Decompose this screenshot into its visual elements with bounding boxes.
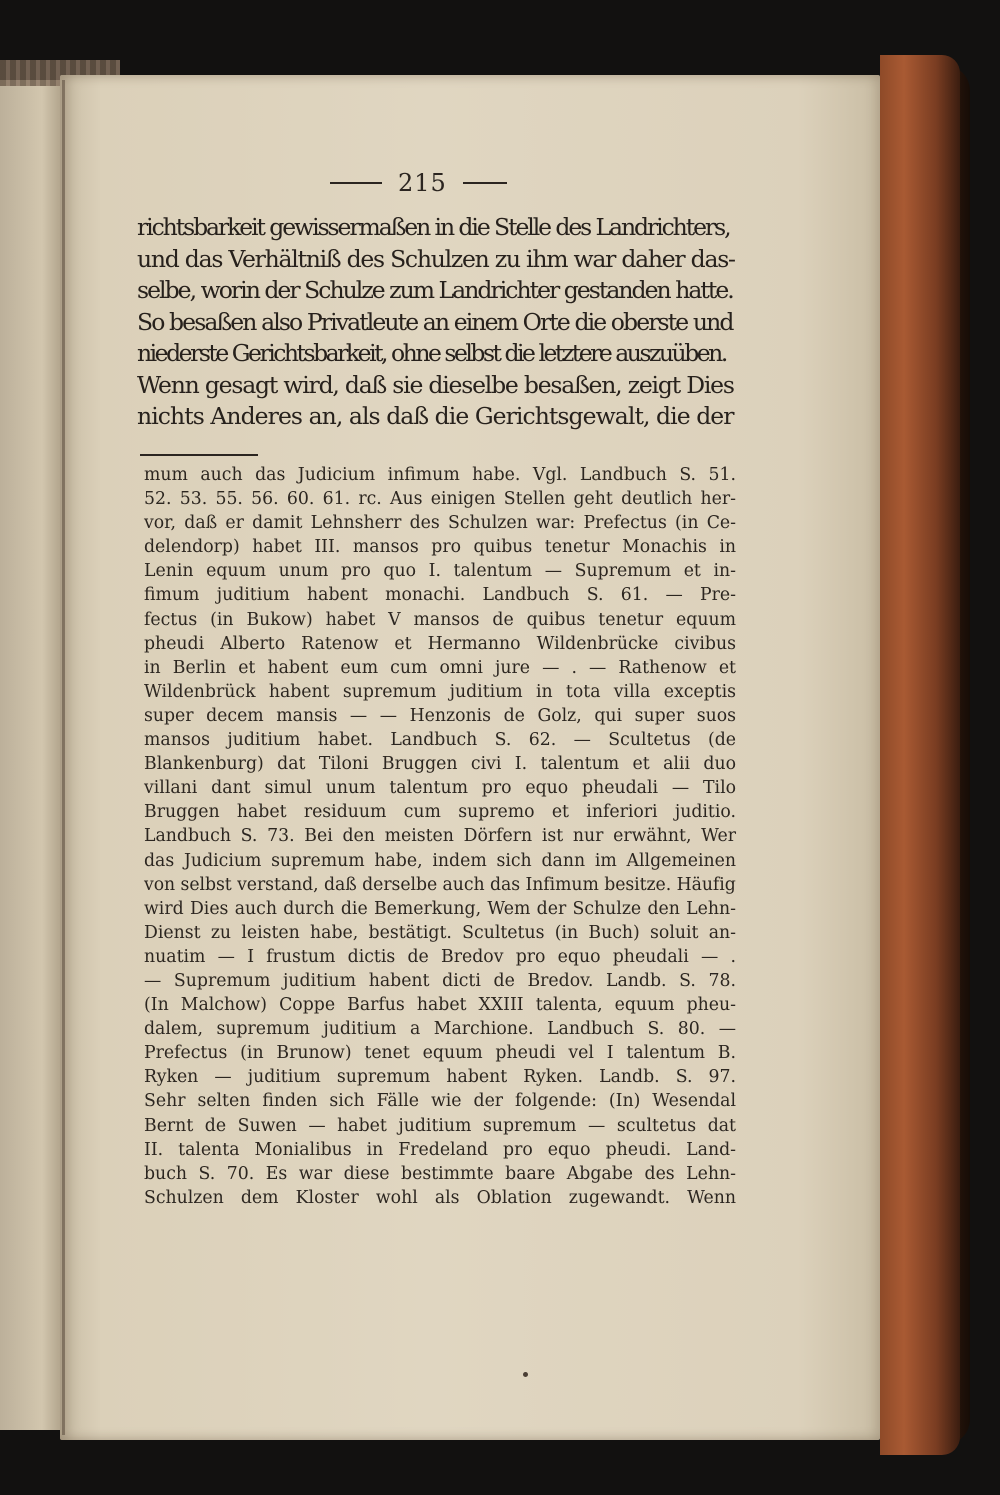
footnote-line: Dienst zu leisten habe, bestätigt. Scultetus (in Buch) soluit an- — [144, 922, 736, 943]
footnote-line: dalem, supremum juditium a Marchione. Landbuch S. 80. — — [144, 1019, 736, 1040]
body-text-line: richtsbarkeit gewissermaßen in die Stelle des Landrichters, — [137, 213, 730, 241]
page-mark — [523, 1372, 528, 1377]
footnote-line: von selbst verstand, daß derselbe auch das Infimum besitze. Häufig — [144, 874, 736, 895]
footnote-line: — Supremum juditium habent dicti de Bredov. Landb. S. 78. — [144, 970, 736, 991]
footnote-line: villani dant simul unum talentum pro equo pheudali — Tilo — [144, 778, 736, 799]
gutter-line — [62, 80, 65, 1435]
footnote-line: II. talenta Monialibus in Fredeland pro equo pheudi. Land- — [144, 1139, 736, 1160]
footnote — [144, 463, 736, 1210]
footnote-line: fectus (in Bukow) habet V mansos de quibus tenetur equum — [144, 609, 736, 630]
footnote-line: Ryken — juditium supremum habent Ryken. Landb. S. 97. — [144, 1067, 736, 1088]
footnote-line: mansos juditium habet. Landbuch S. 62. — Scultetus (de — [144, 730, 736, 751]
footnote-line: Lenin equum unum pro quo I. talentum — Supremum et in- — [144, 561, 736, 582]
page-edges — [880, 55, 960, 1455]
main-text — [137, 212, 737, 433]
header-dash-right — [463, 182, 507, 184]
footnote-line: das Judicium supremum habe, indem sich dann im Allgemeinen — [144, 850, 736, 871]
footnote-line: pheudi Alberto Ratenow et Hermanno Wildenbrücke civibus — [144, 633, 736, 654]
footnote-line: in Berlin et habent eum cum omni jure — . — Rathenow et — [144, 657, 736, 678]
footnote-line: fimum juditium habent monachi. Landbuch S. 61. — Pre- — [144, 585, 736, 606]
page-number: 215 — [398, 169, 447, 197]
footnote-line: Schulzen dem Kloster wohl als Oblation zugewandt. Wenn — [144, 1187, 736, 1208]
footnote-line: super decem mansis — — Henzonis de Golz, qui super suos — [144, 705, 736, 726]
footnote-line: Bernt de Suwen — habet juditium supremum — scultetus dat — [144, 1115, 736, 1136]
body-text-line: selbe, worin der Schulze zum Landrichter gestanden hatte. — [137, 276, 733, 304]
footnote-line: wird Dies auch durch die Bemerkung, Wem der Schulze den Lehn- — [144, 898, 736, 919]
footnote-line: Blankenburg) dat Tiloni Bruggen civi I. talentum et alii duo — [144, 754, 736, 775]
left-page-edge — [0, 80, 60, 1430]
footnote-line: mum auch das Judicium infimum habe. Vgl. Landbuch S. 51. — [144, 465, 736, 485]
footnote-line: Prefectus (in Brunow) tenet equum pheudi vel I talentum B. — [144, 1043, 736, 1064]
footnote-line: vor, daß er damit Lehnsherr des Schulzen war: Prefectus (in Ce- — [144, 513, 736, 534]
footnote-line: 52. 53. 55. 56. 60. 61. rc. Aus einigen Stellen geht deutlich her- — [144, 489, 736, 510]
footnote-line: (In Malchow) Coppe Barfus habet XXIII talenta, equum pheu- — [144, 995, 736, 1016]
header-dash-left — [330, 182, 382, 184]
footnote-line: nuatim — I frustum dictis de Bredov pro equo pheudali — . — [144, 946, 736, 967]
footnote-line: Bruggen habet residuum cum supremo et inferiori juditio. — [144, 802, 736, 823]
body-text-line: und das Verhältniß des Schulzen zu ihm war daher das- — [137, 244, 735, 273]
footnote-rule — [140, 454, 258, 456]
footnote-line: Sehr selten finden sich Fälle wie der folgende: (In) Wesendal — [144, 1091, 736, 1112]
body-text-line: nichts Anderes an, als daß die Gerichtsgewalt, die der — [137, 402, 734, 430]
page-header — [330, 168, 530, 198]
footnote-line: Landbuch S. 73. Bei den meisten Dörfern ist nur erwähnt, Wer — [144, 826, 736, 847]
body-text-line: Wenn gesagt wird, daß sie dieselbe besaßen, zeigt Dies — [137, 370, 734, 399]
footnote-line: buch S. 70. Es war diese bestimmte baare Abgabe des Lehn- — [144, 1163, 736, 1184]
body-text-line: niederste Gerichtsbarkeit, ohne selbst die letztere auszuüben. — [137, 339, 726, 367]
body-text-line: So besaßen also Privatleute an einem Orte die oberste und — [137, 307, 733, 336]
footnote-line: delendorp) habet III. mansos pro quibus tenetur Monachis in — [144, 537, 736, 558]
footnote-line: Wildenbrück habent supremum juditium in tota villa exceptis — [144, 681, 736, 702]
